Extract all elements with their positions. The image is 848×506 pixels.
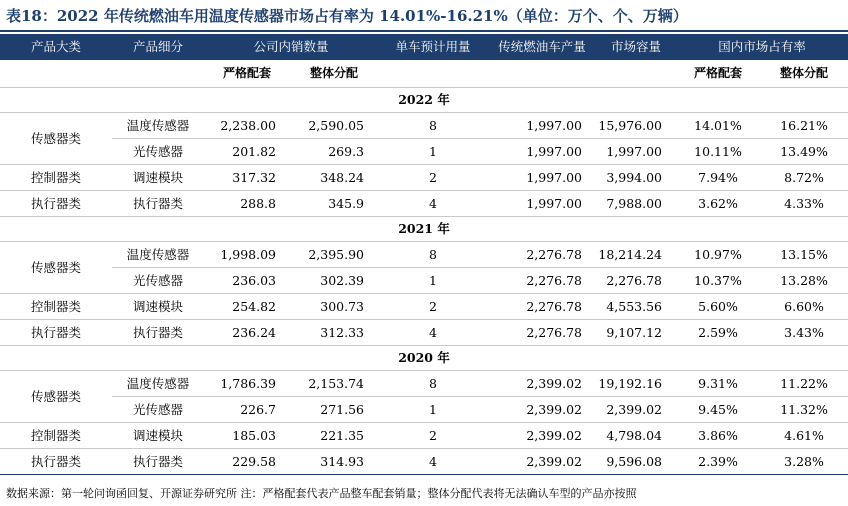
header-row-sub bbox=[0, 60, 848, 88]
share-strict-cell: 2.39% bbox=[676, 449, 760, 475]
header-production: 传统燃油车产量 bbox=[488, 34, 596, 60]
per-car-cell: 2 bbox=[378, 165, 488, 191]
overall-sales-cell: 314.93 bbox=[290, 449, 378, 475]
table-row bbox=[0, 268, 848, 294]
production-cell: 2,399.02 bbox=[488, 397, 596, 423]
subcategory-cell: 调速模块 bbox=[112, 423, 204, 449]
header-share-overall: 整体分配 bbox=[760, 60, 848, 88]
share-overall-cell: 11.32% bbox=[760, 397, 848, 423]
strict-sales-cell: 185.03 bbox=[204, 423, 290, 449]
strict-sales-cell: 254.82 bbox=[204, 294, 290, 320]
header-per-car: 单车预计用量 bbox=[378, 34, 488, 60]
per-car-cell: 1 bbox=[378, 268, 488, 294]
overall-sales-cell: 2,395.90 bbox=[290, 242, 378, 268]
header-sub-empty bbox=[378, 60, 488, 88]
production-cell: 2,399.02 bbox=[488, 423, 596, 449]
share-overall-cell: 4.61% bbox=[760, 423, 848, 449]
overall-sales-cell: 2,590.05 bbox=[290, 113, 378, 139]
production-cell: 2,276.78 bbox=[488, 242, 596, 268]
per-car-cell: 4 bbox=[378, 320, 488, 346]
subcategory-cell: 执行器类 bbox=[112, 191, 204, 217]
subcategory-cell: 温度传感器 bbox=[112, 113, 204, 139]
share-strict-cell: 10.11% bbox=[676, 139, 760, 165]
production-cell: 2,399.02 bbox=[488, 371, 596, 397]
overall-sales-cell: 300.73 bbox=[290, 294, 378, 320]
header-share: 国内市场占有率 bbox=[676, 34, 848, 60]
year-label: 2021 年 bbox=[0, 217, 848, 242]
strict-sales-cell: 236.24 bbox=[204, 320, 290, 346]
category-cell: 执行器类 bbox=[0, 449, 112, 475]
table-title: 表18：2022 年传统燃油车用温度传感器市场占有率为 14.01%-16.21%（单位：万个、个、万辆） bbox=[6, 7, 688, 25]
share-overall-cell: 8.72% bbox=[760, 165, 848, 191]
per-car-cell: 8 bbox=[378, 371, 488, 397]
market-cell: 3,994.00 bbox=[596, 165, 676, 191]
per-car-cell: 2 bbox=[378, 423, 488, 449]
market-cell: 2,399.02 bbox=[596, 397, 676, 423]
table-row bbox=[0, 242, 848, 268]
market-cell: 4,553.56 bbox=[596, 294, 676, 320]
table-row bbox=[0, 191, 848, 217]
share-strict-cell: 9.31% bbox=[676, 371, 760, 397]
share-overall-cell: 6.60% bbox=[760, 294, 848, 320]
strict-sales-cell: 317.32 bbox=[204, 165, 290, 191]
table-row bbox=[0, 449, 848, 475]
market-cell: 7,988.00 bbox=[596, 191, 676, 217]
year-label: 2022 年 bbox=[0, 88, 848, 113]
per-car-cell: 8 bbox=[378, 242, 488, 268]
overall-sales-cell: 312.33 bbox=[290, 320, 378, 346]
production-cell: 1,997.00 bbox=[488, 191, 596, 217]
subcategory-cell: 调速模块 bbox=[112, 294, 204, 320]
market-cell: 9,596.08 bbox=[596, 449, 676, 475]
per-car-cell: 2 bbox=[378, 294, 488, 320]
share-overall-cell: 3.43% bbox=[760, 320, 848, 346]
share-strict-cell: 5.60% bbox=[676, 294, 760, 320]
share-strict-cell: 3.62% bbox=[676, 191, 760, 217]
share-strict-cell: 9.45% bbox=[676, 397, 760, 423]
overall-sales-cell: 345.9 bbox=[290, 191, 378, 217]
category-cell: 传感器类 bbox=[0, 371, 112, 423]
production-cell: 2,276.78 bbox=[488, 320, 596, 346]
year-row bbox=[0, 88, 848, 113]
share-overall-cell: 11.22% bbox=[760, 371, 848, 397]
category-cell: 传感器类 bbox=[0, 242, 112, 294]
share-overall-cell: 3.28% bbox=[760, 449, 848, 475]
overall-sales-cell: 348.24 bbox=[290, 165, 378, 191]
table-row bbox=[0, 371, 848, 397]
strict-sales-cell: 288.8 bbox=[204, 191, 290, 217]
header-sub-empty bbox=[488, 60, 596, 88]
per-car-cell: 4 bbox=[378, 449, 488, 475]
share-overall-cell: 13.49% bbox=[760, 139, 848, 165]
header-sub-empty bbox=[596, 60, 676, 88]
share-strict-cell: 3.86% bbox=[676, 423, 760, 449]
market-cell: 15,976.00 bbox=[596, 113, 676, 139]
subcategory-cell: 光传感器 bbox=[112, 139, 204, 165]
table-row bbox=[0, 320, 848, 346]
overall-sales-cell: 269.3 bbox=[290, 139, 378, 165]
subcategory-cell: 执行器类 bbox=[112, 320, 204, 346]
subcategory-cell: 光传感器 bbox=[112, 268, 204, 294]
market-cell: 2,276.78 bbox=[596, 268, 676, 294]
share-strict-cell: 10.37% bbox=[676, 268, 760, 294]
production-cell: 2,276.78 bbox=[488, 268, 596, 294]
production-cell: 1,997.00 bbox=[488, 165, 596, 191]
per-car-cell: 1 bbox=[378, 139, 488, 165]
overall-sales-cell: 271.56 bbox=[290, 397, 378, 423]
table-row bbox=[0, 139, 848, 165]
strict-sales-cell: 226.7 bbox=[204, 397, 290, 423]
market-cell: 9,107.12 bbox=[596, 320, 676, 346]
table-row bbox=[0, 113, 848, 139]
production-cell: 2,399.02 bbox=[488, 449, 596, 475]
market-cell: 4,798.04 bbox=[596, 423, 676, 449]
subcategory-cell: 光传感器 bbox=[112, 397, 204, 423]
year-row bbox=[0, 217, 848, 242]
subcategory-cell: 调速模块 bbox=[112, 165, 204, 191]
share-strict-cell: 10.97% bbox=[676, 242, 760, 268]
per-car-cell: 4 bbox=[378, 191, 488, 217]
market-cell: 1,997.00 bbox=[596, 139, 676, 165]
header-sub-empty bbox=[112, 60, 204, 88]
header-strict: 严格配套 bbox=[204, 60, 290, 88]
header-sub-empty bbox=[0, 60, 112, 88]
production-cell: 1,997.00 bbox=[488, 139, 596, 165]
per-car-cell: 1 bbox=[378, 397, 488, 423]
strict-sales-cell: 229.58 bbox=[204, 449, 290, 475]
share-overall-cell: 13.28% bbox=[760, 268, 848, 294]
strict-sales-cell: 2,238.00 bbox=[204, 113, 290, 139]
subcategory-cell: 温度传感器 bbox=[112, 242, 204, 268]
footnote: 数据来源：第一轮问询函回复、开源证券研究所 注：严格配套代表产品整车配套销量；整体分配代表将无法确认车型的产品亦按照 bbox=[6, 487, 637, 500]
header-share-strict: 严格配套 bbox=[676, 60, 760, 88]
market-cell: 19,192.16 bbox=[596, 371, 676, 397]
category-cell: 控制器类 bbox=[0, 423, 112, 449]
category-cell: 执行器类 bbox=[0, 320, 112, 346]
table-row bbox=[0, 294, 848, 320]
market-cell: 18,214.24 bbox=[596, 242, 676, 268]
strict-sales-cell: 201.82 bbox=[204, 139, 290, 165]
production-cell: 2,276.78 bbox=[488, 294, 596, 320]
strict-sales-cell: 1,786.39 bbox=[204, 371, 290, 397]
subcategory-cell: 温度传感器 bbox=[112, 371, 204, 397]
strict-sales-cell: 1,998.09 bbox=[204, 242, 290, 268]
share-strict-cell: 14.01% bbox=[676, 113, 760, 139]
production-cell: 1,997.00 bbox=[488, 113, 596, 139]
category-cell: 控制器类 bbox=[0, 165, 112, 191]
header-sales: 公司内销数量 bbox=[204, 34, 378, 60]
header-overall: 整体分配 bbox=[290, 60, 378, 88]
overall-sales-cell: 221.35 bbox=[290, 423, 378, 449]
title-divider bbox=[0, 30, 848, 32]
year-row bbox=[0, 346, 848, 371]
table-row bbox=[0, 165, 848, 191]
market-share-table bbox=[0, 34, 848, 475]
header-market: 市场容量 bbox=[596, 34, 676, 60]
category-cell: 传感器类 bbox=[0, 113, 112, 165]
subcategory-cell: 执行器类 bbox=[112, 449, 204, 475]
category-cell: 控制器类 bbox=[0, 294, 112, 320]
share-overall-cell: 13.15% bbox=[760, 242, 848, 268]
header-category: 产品大类 bbox=[0, 34, 112, 60]
share-strict-cell: 7.94% bbox=[676, 165, 760, 191]
category-cell: 执行器类 bbox=[0, 191, 112, 217]
header-row-main bbox=[0, 34, 848, 60]
header-subcategory: 产品细分 bbox=[112, 34, 204, 60]
share-overall-cell: 16.21% bbox=[760, 113, 848, 139]
year-label: 2020 年 bbox=[0, 346, 848, 371]
overall-sales-cell: 302.39 bbox=[290, 268, 378, 294]
strict-sales-cell: 236.03 bbox=[204, 268, 290, 294]
table-row bbox=[0, 423, 848, 449]
share-strict-cell: 2.59% bbox=[676, 320, 760, 346]
table-row bbox=[0, 397, 848, 423]
per-car-cell: 8 bbox=[378, 113, 488, 139]
overall-sales-cell: 2,153.74 bbox=[290, 371, 378, 397]
share-overall-cell: 4.33% bbox=[760, 191, 848, 217]
